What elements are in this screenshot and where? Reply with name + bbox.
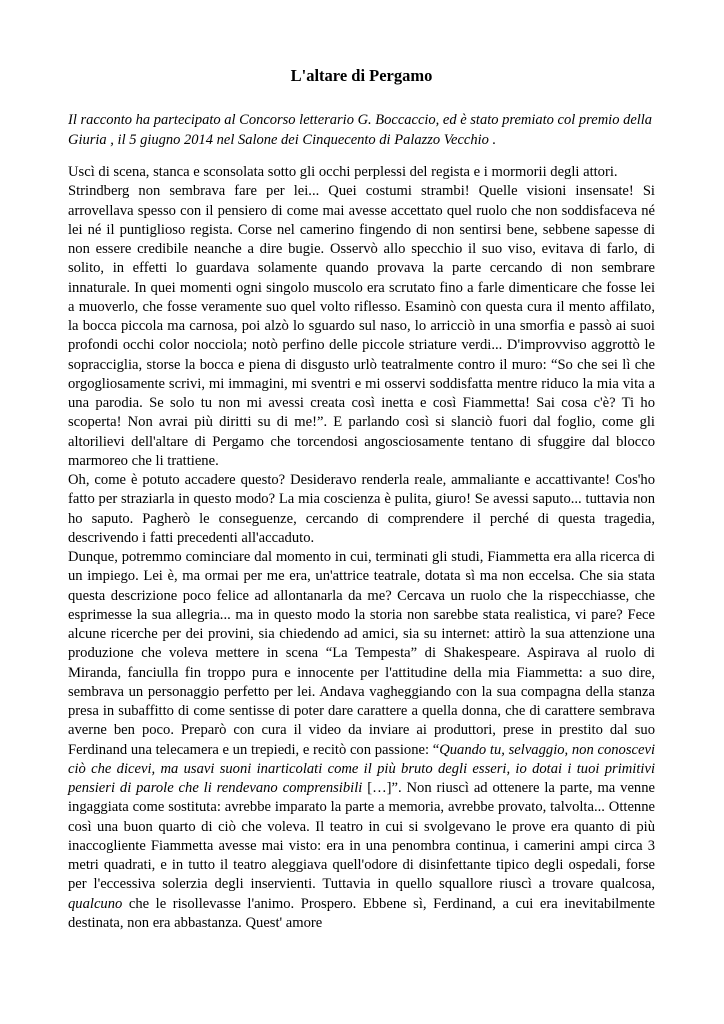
paragraph-4-ending: che le risollevasse l'animo. Prospero. Ebbene sì, Ferdinand, a cui era inevitabilmente destinata, non era abbastanza. Quest' amore (68, 895, 655, 931)
story-body (68, 163, 655, 933)
document-page (68, 66, 655, 933)
paragraph-1: Uscì di scena, stanca e sconsolata sotto gli occhi perplessi del regista e i mormorii degli attori. (68, 164, 618, 180)
document-title: L'altare di Pergamo (290, 66, 433, 85)
paragraph-4-text-before-quote: Dunque, potremmo cominciare dal momento in cui, terminati gli studi, Fiammetta era alla ricerca di un impiego. Lei è, ma ormai per me era, un'attrice teatrale, dotata sì ma non eccelsa. Che sia stata questa descrizione poco felice ad allontanarla da me? Cercava un ruolo che la rispecchiasse, che esprimesse la sua allegria... ma in questo modo la storia non sarebbe stata realistica, vi pare? Fece alcune ricerche per dei provini, sia chiedendo ad amici, sia su internet: attirò la sua attenzione una produzione che voleva mettere in scena “La Tempesta” di Shakespeare. Aspirava al ruolo di Miranda, fanciulla fin troppo pura e innocente per l'attitudine della mia Fiammetta: a suo dire, sembrava un personaggio perfetto per lei. Andava vagheggiando con la sua compagna della stanza presa in subaffitto di come sentisse di poter dare carattere a quella donna, che di carattere sembrava averne ben poco. Preparò con cura il video da inviare ai produttori, prese in prestito dal suo Ferdinand una telecamera e un trepiedi, e recitò con passione: “ (68, 549, 655, 758)
emphasized-word: qualcuno (68, 895, 123, 912)
tempest-quote: Quando tu, selvaggio, non conoscevi ciò che dicevi, ma usavi suoni inarticolati come il più bruto degli esseri, io dotai i tuoi primitivi pensieri di parole che li rendevano comprensibili (68, 741, 655, 796)
paragraph-3: Oh, come è potuto accadere questo? Desideravo renderla reale, ammaliante e accattivante! Cos'ho fatto per straziarla in questo modo? La mia coscienza è pulita, giuro! Se avessi saputo... tuttavia non ho saputo. Pagherò le conseguenze, cercando di comprendere il perché di questa tragedia, descrivendo i fatti precedenti all'accaduto. (68, 472, 655, 546)
paragraph-4-text-after-quote: […]”. Non riuscì ad ottenere la parte, ma venne ingaggiata come sostituta: avrebbe imparato la parte a memoria, avrebbe provato, talvolta... Ottenne così una buon quarto di ciò che voleva. Il teatro in cui si svolgevano le prove era quanto di più inaccogliente Fiammetta avesse mai visto: era in una penombra continua, i camerini ampi circa 3 metri quadrati, e in tutto il teatro aleggiava quell'odore di disinfettante tipico degli ospedali, forse per l'eccessiva solerzia degli inservienti. Tuttavia in quello squallore riuscì a trovare qualcosa, (68, 780, 656, 893)
paragraph-2: Strindberg non sembrava fare per lei... Quei costumi strambi! Quelle visioni insensate! Si arrovellava spesso con il pensiero di come mai avesse accettato quel ruolo che non soddisfaceva né lei né il puntiglioso regista. Corse nel camerino fingendo di non sentirsi bene, sebbene sapesse di non essere credibile neanche a dire bugie. Osservò allo specchio il suo viso, evitava di farlo, di solito, in effetti lo guardava solamente quando provava la parte cercando di non sembrare innaturale. In quei momenti ogni singolo muscolo era scrutato fino a farle dimenticare che fosse lei a muoverlo, che fosse veramente suo quel volto riflesso. Esaminò con questa cura il mento affilato, la bocca piccola ma carnosa, poi alzò lo sguardo sul naso, lo arricciò in una smorfia e passò ai suoi profondi occhi color nocciola; notò perfino delle piccole striature verdi... D'improvviso aggrottò le sopracciglia, storse la bocca e piena di disgusto urlò teatralmente contro il muro: “So che sei lì che orgogliosamente scrivi, mi immagini, mi sventri e mi osservi soddisfatta mentre riduco la mia vita a una parodia. Se solo tu non mi avessi creata così inetta e così Fiammetta! Sai cosa c'è? Ti ho scoperta! Non avrai più diritti su di me!”. E parlando così si slanciò fuori dal foglio, come gli altorilievi dell'altare di Pergamo che torcendosi angosciosamente tentano di sfuggire dal blocco marmoreo che li trattiene. (68, 183, 655, 469)
award-note: Il racconto ha partecipato al Concorso letterario G. Boccaccio, ed è stato premiato col premio della Giuria , il 5 giugno 2014 nel Salone dei Cinquecento di Palazzo Vecchio . (68, 112, 653, 148)
paragraph-4 (68, 548, 655, 933)
